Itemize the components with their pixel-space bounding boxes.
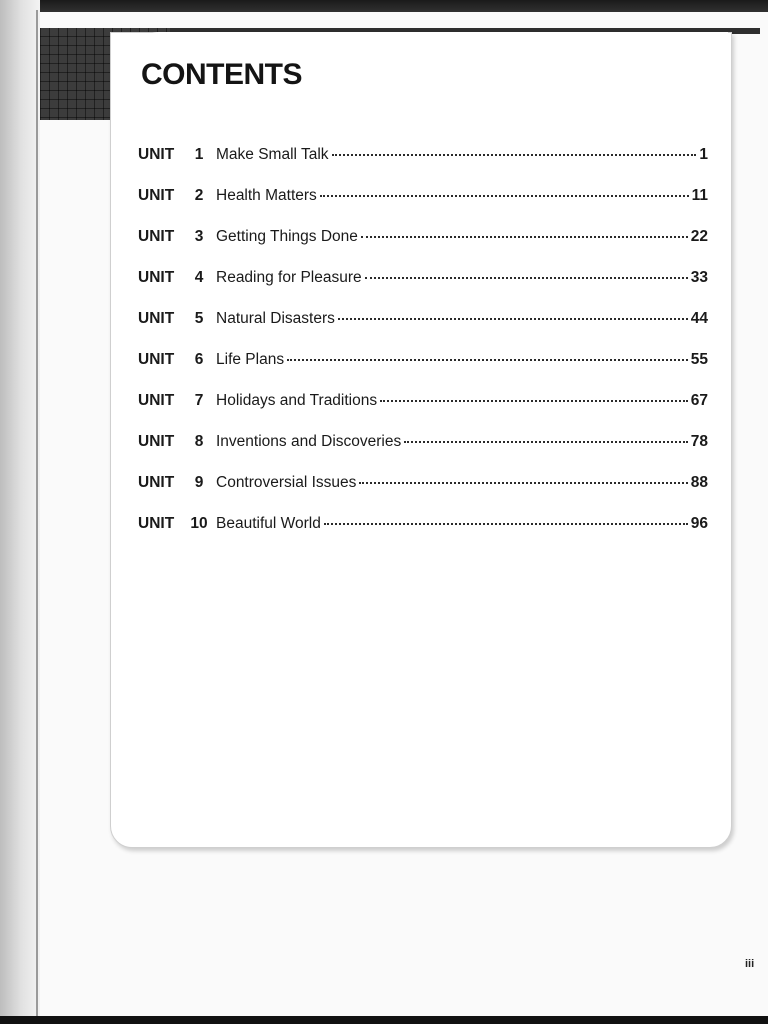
toc-unit-label: UNIT [138,269,175,286]
toc-row[interactable] [138,228,708,269]
toc-unit-title: Life Plans [216,351,285,368]
toc-unit-title: Beautiful World [216,515,321,532]
toc-unit-number: 8 [194,433,204,450]
toc-unit-title: Natural Disasters [216,310,335,327]
table-of-contents [138,146,708,556]
toc-unit-number: 10 [190,515,208,532]
toc-page-number: 96 [690,515,708,532]
toc-unit-title: Health Matters [216,187,317,204]
toc-row[interactable] [138,392,708,433]
toc-unit-title: Inventions and Discoveries [216,433,402,450]
toc-page-number: 55 [690,351,708,368]
toc-page-number: 33 [690,269,708,286]
toc-page-number: 78 [690,433,708,450]
toc-unit-label: UNIT [138,515,175,532]
toc-dot-leader [404,441,688,443]
toc-unit-number: 9 [194,474,204,491]
toc-unit-number: 5 [194,310,204,327]
toc-page-number: 11 [691,187,708,204]
toc-unit-label: UNIT [138,146,175,163]
toc-dot-leader [332,154,697,156]
toc-dot-leader [324,523,688,525]
page-folio: iii [745,958,755,970]
toc-dot-leader [287,359,688,361]
toc-row[interactable] [138,310,708,351]
toc-dot-leader [361,236,688,238]
toc-unit-title: Controversial Issues [216,474,357,491]
scan-bottom-edge [0,1016,768,1024]
toc-dot-leader [320,195,689,197]
toc-dot-leader [380,400,688,402]
toc-row[interactable] [138,351,708,392]
page-title: CONTENTS [141,58,302,91]
toc-page-number: 67 [690,392,708,409]
toc-page-number: 44 [690,310,708,327]
toc-row[interactable] [138,433,708,474]
toc-page-number: 1 [699,146,708,163]
toc-row[interactable] [138,269,708,310]
toc-unit-number: 4 [194,269,204,286]
toc-page-number: 88 [690,474,708,491]
toc-unit-title: Make Small Talk [216,146,329,163]
toc-unit-number: 2 [194,187,204,204]
toc-unit-label: UNIT [138,351,175,368]
toc-dot-leader [365,277,688,279]
toc-unit-title: Getting Things Done [216,228,358,245]
toc-unit-title: Holidays and Traditions [216,392,378,409]
toc-unit-label: UNIT [138,474,175,491]
toc-unit-number: 6 [194,351,204,368]
toc-row[interactable] [138,515,708,556]
toc-dot-leader [359,482,687,484]
toc-unit-number: 3 [194,228,204,245]
toc-row[interactable] [138,146,708,187]
toc-unit-title: Reading for Pleasure [216,269,362,286]
toc-dot-leader [338,318,688,320]
toc-unit-label: UNIT [138,228,175,245]
page-fold-line [36,10,38,1016]
toc-unit-number: 7 [194,392,204,409]
toc-unit-label: UNIT [138,310,175,327]
toc-unit-label: UNIT [138,187,175,204]
toc-row[interactable] [138,187,708,228]
toc-unit-number: 1 [194,146,204,163]
toc-row[interactable] [138,474,708,515]
book-spine [0,0,40,1016]
toc-unit-label: UNIT [138,433,175,450]
toc-page-number: 22 [690,228,708,245]
toc-unit-label: UNIT [138,392,175,409]
